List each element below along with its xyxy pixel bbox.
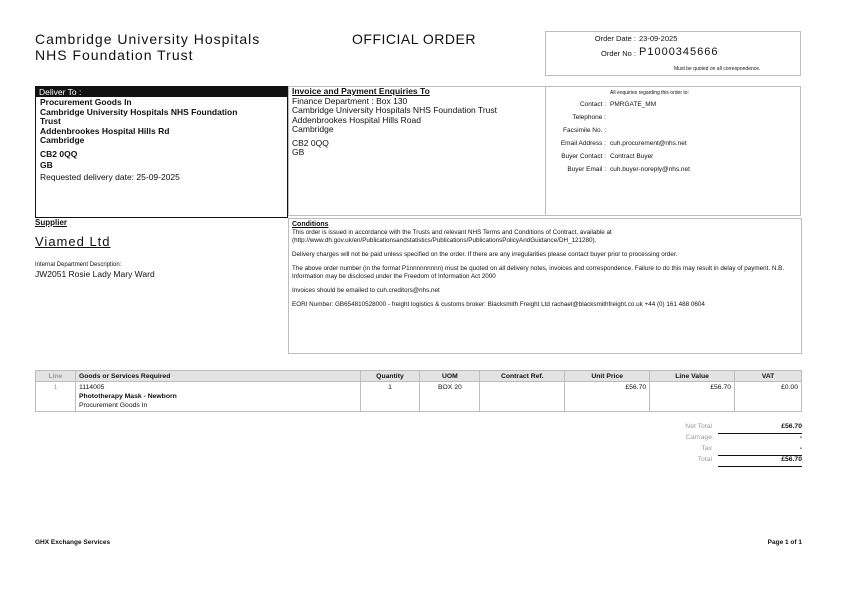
cell-contract-ref bbox=[480, 382, 565, 412]
col-line: Line bbox=[36, 371, 76, 382]
supplier-name: Viamed Ltd bbox=[35, 234, 111, 249]
col-line-value: Line Value bbox=[650, 371, 735, 382]
total-row bbox=[640, 456, 802, 467]
carriage-label: Carriage bbox=[685, 434, 712, 441]
net-total-row bbox=[640, 423, 802, 434]
condition-paragraph: Delivery charges will not be paid unless specified on the order. If there are any irregularities please contact buyer prior to processing order. bbox=[292, 251, 678, 258]
order-date-label: Order Date : bbox=[594, 34, 636, 43]
organisation-name bbox=[35, 31, 260, 63]
contact-box bbox=[545, 86, 801, 216]
org-line-2: NHS Foundation Trust bbox=[35, 47, 194, 63]
total-bottom-rule bbox=[718, 466, 802, 467]
invoice-box bbox=[288, 86, 546, 216]
carriage-value: - bbox=[799, 434, 802, 441]
cell-unit-price: £56.70 bbox=[565, 382, 650, 412]
total-value: £56.70 bbox=[781, 456, 802, 463]
contact-label: Contact : bbox=[579, 101, 606, 108]
cell-goods bbox=[75, 382, 360, 412]
buyer-email-label: Buyer Email : bbox=[567, 166, 606, 173]
condition-paragraph: EORI Number: GB654810528000 - freight logistics & customs broker: Blacksmith Freight Ltd rachael@blacksmithfreight.co.uk +44 (0) 161 488 0604 bbox=[292, 301, 705, 308]
condition-paragraph: Invoices should be emailed to cuh.creditors@nhs.net bbox=[292, 287, 440, 294]
order-note: Must be quoted on all correspondence. bbox=[674, 66, 761, 72]
item-goods-in: Procurement Goods In bbox=[78, 402, 148, 409]
department-desc: JW2051 Rosie Lady Mary Ward bbox=[35, 269, 155, 279]
invoice-title: Invoice and Payment Enquiries To bbox=[292, 86, 430, 96]
buyer-email-value[interactable]: cuh.buyer-noreply@nhs.net bbox=[610, 166, 690, 173]
deliver-line: Trust bbox=[40, 116, 61, 126]
tax-value: - bbox=[799, 445, 802, 452]
invoice-line: Addenbrookes Hospital Hills Road bbox=[292, 114, 421, 125]
net-total-label: Net Total bbox=[685, 423, 712, 430]
condition-paragraph: This order is issued in accordance with the Trusts and relevant NHS Terms and Conditions of Contract, available at (http://www.dh.gov.uk/en/Publicationsandstatistics/Publications/PublicationsPolicyAndGuidance/DH_121280). bbox=[292, 229, 612, 244]
contact-value: PMRGATE_MM bbox=[610, 101, 657, 108]
item-code: 1114005 bbox=[78, 384, 105, 391]
order-number: P1000345666 bbox=[639, 46, 719, 58]
invoice-line: Finance Department : Box 130 bbox=[292, 95, 408, 106]
conditions-box bbox=[288, 218, 802, 354]
total-label: Total bbox=[697, 456, 712, 463]
order-date: 23-09-2025 bbox=[639, 34, 678, 43]
facsimile-label: Facsimile No. : bbox=[563, 127, 606, 134]
footer-service-name: GHX Exchange Services bbox=[35, 539, 111, 546]
department-desc-label: Internal Department Description: bbox=[35, 262, 122, 268]
requested-delivery-date: 25-09-2025 bbox=[136, 171, 180, 182]
deliver-to-box bbox=[35, 86, 288, 218]
invoice-country: GB bbox=[292, 147, 305, 157]
order-info-box bbox=[545, 31, 801, 76]
cell-line: 1 bbox=[36, 382, 76, 412]
col-goods: Goods or Services Required bbox=[75, 371, 360, 382]
deliver-line: Addenbrookes Hospital Hills Rd bbox=[40, 125, 170, 136]
table-header-row bbox=[36, 371, 802, 382]
cell-uom: BOX 20 bbox=[420, 382, 480, 412]
cell-quantity: 1 bbox=[360, 382, 420, 412]
invoice-postcode: CB2 0QQ bbox=[292, 137, 329, 148]
col-contract-ref: Contract Ref. bbox=[480, 371, 565, 382]
deliver-line: Cambridge bbox=[40, 135, 85, 145]
col-quantity: Quantity bbox=[360, 371, 420, 382]
buyer-contact-label: Buyer Contact : bbox=[561, 153, 606, 160]
org-line-1: Cambridge University Hospitals bbox=[35, 31, 261, 47]
supplier-title: Supplier bbox=[35, 218, 68, 227]
tax-label: Tax bbox=[701, 445, 712, 452]
cell-vat: £0.00 bbox=[735, 382, 802, 412]
page-number: Page 1 of 1 bbox=[767, 539, 802, 546]
invoice-line: Cambridge University Hospitals NHS Foundation Trust bbox=[292, 105, 498, 115]
condition-paragraph: The above order number (in the format P1nnnnnnnnn) must be quoted on all delivery notes, invoices and correspondence. Failure to do this may result in delay of payment. N.B. Information may be disclosed under the Freedom of Information Act 2000 bbox=[292, 265, 785, 280]
col-unit-price: Unit Price bbox=[565, 371, 650, 382]
conditions-title: Conditions bbox=[292, 221, 329, 228]
order-items-table bbox=[35, 370, 802, 412]
contact-note: All enquiries regarding this order to: bbox=[610, 90, 689, 96]
deliver-to-header: Deliver To : bbox=[36, 87, 287, 97]
deliver-line: Procurement Goods In bbox=[40, 97, 132, 107]
table-row bbox=[36, 382, 802, 412]
requested-delivery-label: Requested delivery date: bbox=[40, 171, 135, 182]
item-description: Phototherapy Mask - Newborn bbox=[78, 393, 177, 400]
net-total-value: £56.70 bbox=[781, 423, 802, 430]
document-title: OFFICIAL ORDER bbox=[352, 31, 476, 47]
deliver-country: GB bbox=[40, 160, 53, 170]
email-label: Email Address : bbox=[560, 140, 606, 147]
email-value[interactable]: cuh.procurement@nhs.net bbox=[610, 140, 687, 147]
col-vat: VAT bbox=[735, 371, 802, 382]
order-no-label: Order No : bbox=[600, 49, 636, 58]
deliver-line: Cambridge University Hospitals NHS Foundation bbox=[40, 106, 238, 117]
invoice-line: Cambridge bbox=[292, 124, 334, 134]
col-uom: UOM bbox=[420, 371, 480, 382]
telephone-label: Telephone : bbox=[572, 114, 606, 121]
cell-line-value: £56.70 bbox=[650, 382, 735, 412]
carriage-row bbox=[640, 434, 802, 445]
deliver-postcode: CB2 0QQ bbox=[40, 148, 78, 159]
requested-delivery bbox=[40, 173, 283, 183]
buyer-contact-value: Contract Buyer bbox=[610, 153, 654, 160]
